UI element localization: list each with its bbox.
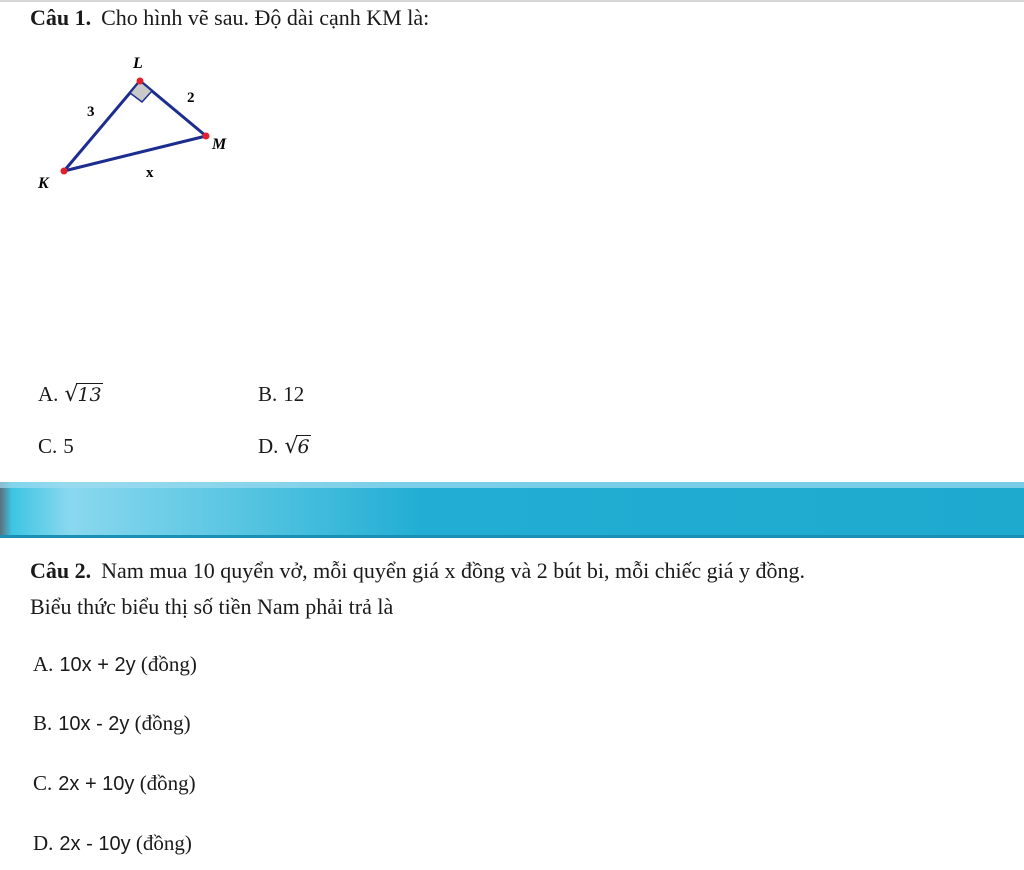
- q2-option-d-letter: D.: [33, 831, 54, 855]
- question-2-label: Câu 2.: [30, 558, 92, 583]
- vertex-l-label: L: [133, 55, 143, 72]
- question-2-line-1: [30, 557, 805, 585]
- q2-option-a-value: 10x + 2y: [59, 654, 136, 676]
- q1-option-b-letter: B.: [258, 382, 278, 406]
- question-1-heading: [30, 4, 429, 32]
- q2-option-d-value: 2x - 10y: [59, 833, 131, 855]
- q1-option-a-radicand: 13: [77, 384, 102, 406]
- q2-option-c[interactable]: [33, 769, 196, 798]
- question-1-label: Câu 1.: [30, 5, 92, 30]
- sqrt-expression: √6: [284, 434, 310, 459]
- question-2-text-line-1: Nam mua 10 quyển vở, mỗi quyển giá x đồng và 2 bút bi, mỗi chiếc giá y đồng.: [101, 558, 806, 583]
- q1-option-d[interactable]: [258, 432, 311, 461]
- side-kl: [64, 81, 140, 171]
- q2-option-d[interactable]: [33, 829, 192, 858]
- q2-option-c-unit: (đồng): [139, 771, 196, 795]
- q1-option-c[interactable]: [38, 432, 74, 460]
- q1-option-d-radicand: 6: [297, 436, 310, 458]
- q1-option-a-letter: A.: [38, 382, 59, 406]
- q2-option-d-unit: (đồng): [135, 831, 192, 855]
- triangle-figure: [30, 50, 250, 200]
- section-banner: [0, 482, 1024, 538]
- top-divider: [0, 0, 1024, 2]
- q1-option-b[interactable]: [258, 380, 304, 408]
- q1-option-b-value: 12: [283, 382, 305, 406]
- question-1-text: Cho hình vẽ sau. Độ dài cạnh KM là:: [101, 5, 430, 30]
- side-km-length: x: [146, 165, 154, 181]
- q2-option-b-unit: (đồng): [134, 711, 191, 735]
- q1-option-a[interactable]: [38, 380, 103, 409]
- q1-option-d-letter: D.: [258, 434, 279, 458]
- vertex-k-label: K: [38, 175, 49, 192]
- side-lm-length: 2: [187, 90, 195, 106]
- vertex-m-dot: [203, 133, 210, 140]
- q2-option-b-letter: B.: [33, 711, 53, 735]
- vertex-k-dot: [61, 168, 68, 175]
- q2-option-c-letter: C.: [33, 771, 53, 795]
- q1-option-c-letter: C.: [38, 434, 58, 458]
- q2-option-a-letter: A.: [33, 652, 54, 676]
- side-lk-length: 3: [87, 104, 95, 120]
- sqrt-expression: √13: [64, 382, 102, 407]
- q2-option-b-value: 10x - 2y: [58, 713, 130, 735]
- vertex-l-dot: [137, 78, 144, 85]
- q1-option-c-value: 5: [63, 434, 74, 458]
- side-km: [64, 136, 206, 171]
- question-2-text-line-2: Biểu thức biểu thị số tiền Nam phải trả là: [30, 594, 394, 619]
- q2-option-a-unit: (đồng): [140, 652, 197, 676]
- question-2-line-2: [30, 593, 393, 621]
- q2-option-b[interactable]: [33, 709, 191, 738]
- q2-option-a[interactable]: [33, 650, 197, 679]
- vertex-m-label: M: [212, 136, 227, 153]
- q2-option-c-value: 2x + 10y: [58, 773, 135, 795]
